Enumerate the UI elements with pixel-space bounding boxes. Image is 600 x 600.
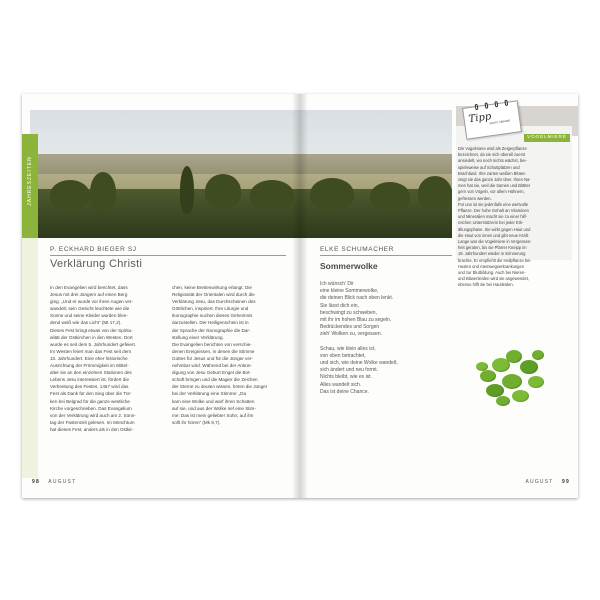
tip-line: reichen Unterstützerin bei jeder Erk- bbox=[458, 220, 524, 226]
text-line: In den Evangelien wird berichtet, dass bbox=[50, 285, 128, 290]
text-line: hat dieses Fest, anders als in den Ostkir- bbox=[50, 426, 134, 432]
tip-text bbox=[458, 146, 570, 289]
text-line: Ausrichtung der Frömmigkeit im Mittel- bbox=[50, 363, 129, 369]
text-line: Lebens Jesu interessiert ist, fördert die bbox=[50, 377, 129, 383]
footer-month-right: AUGUST bbox=[525, 479, 554, 485]
left-page bbox=[22, 94, 300, 498]
tip-line: die Haut von innen und gibt neue Kraft. bbox=[458, 232, 530, 238]
tip-line: ansiedelt, wo noch nichts wächst, bei- bbox=[458, 158, 527, 164]
text-line: 10. Jahrhundert. Eine eher historische bbox=[50, 355, 128, 361]
text-line: von der Verklärung wird auch am 2. Sonn- bbox=[50, 412, 136, 418]
text-line: chen, keine Breitenwirkung erlangt. Die bbox=[172, 285, 252, 290]
poem-line: zieh' Wolken zu, vergessen. bbox=[320, 331, 383, 338]
poem-line: Sie lässt dich ein, bbox=[320, 302, 359, 309]
tip-line: 19. Jahrhundert wieder in Erinnerung bbox=[458, 251, 526, 257]
text-line: schaft bringen und die Magier die Zeichen bbox=[172, 377, 258, 383]
text-line: Im Westen feiert man das Fest seit dem bbox=[50, 348, 132, 354]
poem-line: Das ist deine Chance. bbox=[320, 388, 369, 395]
binder-ring-icon bbox=[475, 104, 479, 110]
poem-title: Sommerwolke bbox=[320, 261, 378, 271]
tip-line: spielsweise auf Schuttplätzen und bbox=[458, 164, 520, 170]
text-line: sollt ihr hören“ (Mk 9,7). bbox=[172, 419, 221, 425]
text-line: Dieses Fest bringt etwas von der Spiritu- bbox=[50, 327, 133, 333]
book-spread bbox=[22, 94, 578, 498]
landscape-photo-right bbox=[300, 110, 452, 238]
tip-line: und Mineralien macht sie zu einer hilf- bbox=[458, 214, 527, 220]
text-column-1 bbox=[50, 284, 162, 433]
text-line: alität der Ostkirchen in den Westen. Dort bbox=[50, 334, 133, 340]
binder-ring-icon bbox=[494, 101, 498, 107]
text-line: bei der Verklärung eine Stimme: „Da bbox=[172, 391, 247, 397]
side-strip bbox=[22, 238, 38, 478]
poem-line: die deinen Blick nach oben lenkt. bbox=[320, 295, 394, 302]
divider-left bbox=[50, 255, 286, 256]
tip-line: und Blasenleiden wird sie angewendet, bbox=[458, 276, 530, 282]
text-line: Kirche vorgeschrieben. Das Evangelium bbox=[50, 405, 132, 411]
tip-line: Brachland. Ihre zarten weißen Blüten bbox=[458, 170, 526, 176]
text-line: Gottes für Jesus und für die Jünger ver- bbox=[172, 355, 253, 361]
footer-left bbox=[32, 479, 76, 485]
author-right: ELKE SCHUMACHER bbox=[320, 246, 395, 253]
landscape-photo-left bbox=[30, 110, 300, 238]
poem-line: Alles wandelt sich. bbox=[320, 381, 362, 388]
binder-ring-icon bbox=[504, 100, 508, 106]
tip-line: ebenso hilft sie bei Hautleiden. bbox=[458, 282, 514, 288]
text-line: Jesus mit drei Jüngern auf einen Berg bbox=[50, 292, 128, 298]
text-line: Göttlichen, inspiriert. Ihre Liturgie und bbox=[172, 306, 249, 312]
tip-line: gefressen werden. bbox=[458, 195, 492, 201]
tip-line: ältungsphase. Sie wirkt gegen Haut und bbox=[458, 226, 531, 232]
section-side-tab bbox=[22, 134, 38, 238]
poem-line: Bedrückendes und Sorgen bbox=[320, 324, 380, 331]
text-line: kam eine Wolke und warf ihren Schatten bbox=[172, 398, 255, 404]
page-number-right: 99 bbox=[562, 479, 570, 485]
poem-line: mit ihr im hohen Blau zu segeln. bbox=[320, 317, 392, 324]
text-line: alter sie an den einzelnen Stationen des bbox=[50, 370, 132, 376]
page-number-left: 98 bbox=[32, 479, 40, 485]
footer-right bbox=[525, 479, 570, 485]
text-line: auf sie, und aus der Wolke rief eine Stim- bbox=[172, 405, 256, 411]
text-line: der Sprache der Ikonographie die Dar- bbox=[172, 327, 251, 333]
poem-line: von oben betrachtet, bbox=[320, 352, 366, 359]
tip-line: Pflanze. Der hohe Gehalt an Vitaminen bbox=[458, 208, 529, 214]
text-line: Religiosität der Orientalen wird durch die bbox=[172, 292, 255, 298]
text-line: me: Das ist mein geliebter Sohn; auf ihn bbox=[172, 412, 254, 418]
right-page bbox=[300, 94, 578, 498]
poem-line: Schau, wie klein alles ist, bbox=[320, 345, 376, 352]
text-line: darzustellen. Der Heiligenschein ist in bbox=[172, 320, 249, 326]
tip-line: und zur Blutbildung. Auch bei Nieren- bbox=[458, 270, 526, 276]
text-line: Verklärung Jesu, das Durchscheinen des bbox=[172, 299, 256, 305]
poem-line: Ich wünsch' Dir bbox=[320, 281, 354, 287]
divider-right bbox=[320, 255, 452, 256]
text-line: denen Ereignissen, in denen die Stimme bbox=[172, 348, 255, 354]
tip-line: brachte. Er empfiehlt die Heilpflanze bei bbox=[458, 257, 531, 263]
text-line: tag der Fastenzeit gelesen. Im Mönchtum bbox=[50, 419, 135, 425]
text-line: digung von Jesu Geburt Engel die Bot- bbox=[172, 370, 251, 376]
text-line: Die Evangelien berichten von verschie- bbox=[172, 341, 252, 347]
binder-ring-icon bbox=[485, 102, 489, 108]
chickweed-plant-photo bbox=[472, 340, 550, 412]
text-line: der Sterne zu deuten wissen, hören die Jünger bbox=[172, 384, 268, 390]
article-title-left: Verklärung Christi bbox=[50, 258, 143, 270]
text-line: nehmbar wird. Während bei der Ankün- bbox=[172, 363, 252, 369]
text-line: Fest als Dank für den Sieg über die Tür- bbox=[50, 391, 132, 397]
text-line: wurde es seit dem 5. Jahrhundert gefeiert. bbox=[50, 341, 137, 347]
tip-author: von N. Niewolt bbox=[489, 118, 511, 126]
text-line: wandelt; sein Gesicht leuchtete wie die bbox=[50, 306, 130, 312]
poem-line: sich ändert und neu formt. bbox=[320, 367, 379, 374]
poem-line: eine kleine Sommerwolke, bbox=[320, 288, 379, 295]
tip-label: VOGELMIERE bbox=[524, 134, 570, 142]
tip-line: gern von Vögeln, vor allem Hühnern, bbox=[458, 189, 525, 195]
text-line: dend weiß wie das Licht“ (Mt 17,2). bbox=[50, 320, 122, 326]
poem-line: beschwingt zu schweben, bbox=[320, 309, 377, 316]
tip-line: Husten und Atemwegserkrankungen bbox=[458, 263, 524, 269]
tip-line: Lange war die Vogelmiere in Vergessen- bbox=[458, 239, 532, 245]
tip-line: Für uns ist sie jedenfalls eine wertvolle bbox=[458, 201, 529, 207]
poem-line: Nichts bleibt, wie es ist. bbox=[320, 374, 372, 381]
tip-line: Die Vogelmiere wird als Zeigerpflanze bbox=[458, 146, 527, 151]
text-line: ging. „Und er wurde vor ihren Augen ver- bbox=[50, 299, 133, 305]
tip-line: bezeichnet, da sie sich überall zuerst bbox=[458, 152, 526, 158]
tip-word: Tipp bbox=[467, 111, 492, 126]
text-line: Verbreitung des Festes. 1457 wird das bbox=[50, 384, 129, 390]
text-column-2 bbox=[172, 284, 284, 426]
poem bbox=[320, 281, 460, 396]
tip-line: zeigt sie das ganze Jahr über. Ihren Na- bbox=[458, 177, 531, 183]
side-tab-label: JAHRESZEITEN bbox=[27, 156, 33, 206]
text-line: Ikonographie suchen dieses Geheimnis bbox=[172, 313, 253, 319]
text-line: Sonne und seine Kleider wurden blen- bbox=[50, 313, 128, 319]
poem-line: und sich, wie deine Wolke wandelt, bbox=[320, 360, 398, 367]
footer-month-left: AUGUST bbox=[48, 479, 77, 485]
author-left: P. ECKHARD BIEGER SJ bbox=[50, 246, 137, 253]
text-line: stellung einer Verklärung. bbox=[172, 334, 224, 340]
text-line: ken bei Belgrad für die ganze westliche bbox=[50, 398, 130, 404]
tip-line: heit geraten, bis sie Pfarrer Kneipp im bbox=[458, 245, 527, 251]
tip-line: men hat sie, weil die Samen und Blätter bbox=[458, 183, 531, 189]
